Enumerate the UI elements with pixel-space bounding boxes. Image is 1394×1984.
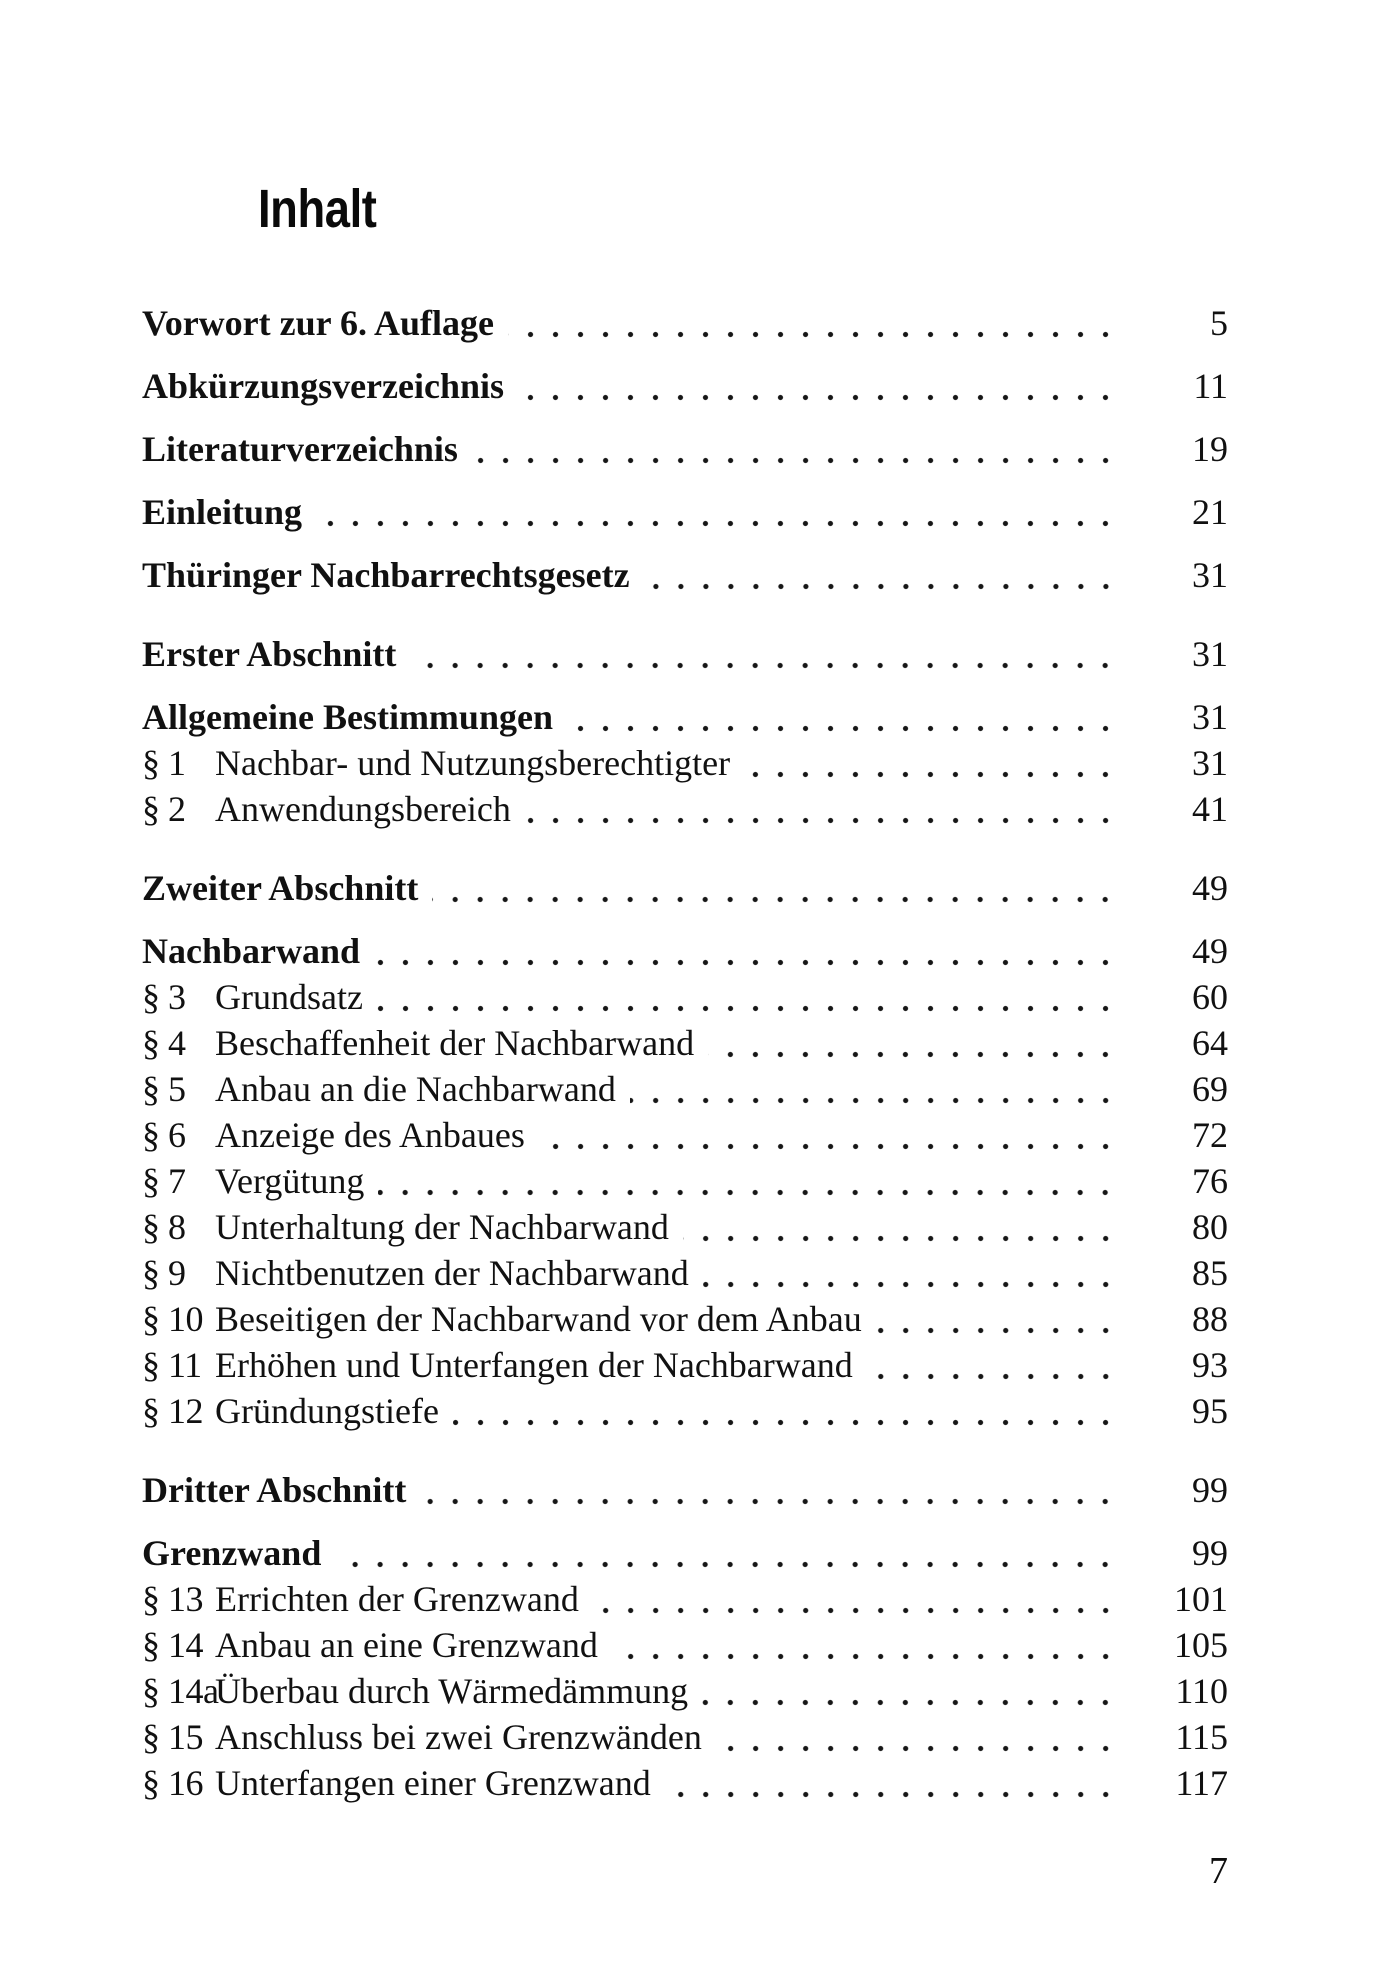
toc-entry-title: Anbau an die Nachbarwand <box>215 1069 616 1109</box>
toc-entry-page-number: 31 <box>1192 634 1228 674</box>
toc-entry <box>142 1530 1228 1576</box>
toc-entry-paragraph-number: § 4 <box>142 1023 186 1063</box>
toc-entry-paragraph-number: § 11 <box>142 1345 202 1385</box>
toc-entry-page-number: 115 <box>1175 1717 1228 1757</box>
dot-leader <box>593 1576 1120 1622</box>
toc-entry-paragraph-number: § 5 <box>142 1069 186 1109</box>
toc-entry <box>142 426 1228 472</box>
toc-entry-page-number: 11 <box>1193 366 1228 406</box>
toc-entry-page-number: 31 <box>1192 743 1228 783</box>
toc-entry-paragraph-number: § 14a <box>142 1671 219 1711</box>
toc-entry-page-number: 31 <box>1192 697 1228 737</box>
dot-leader <box>744 740 1120 786</box>
dot-leader <box>420 1467 1120 1513</box>
toc-entry-page-number: 19 <box>1192 429 1228 469</box>
toc-entry-page-number: 64 <box>1192 1023 1228 1063</box>
toc-entry <box>142 1668 1228 1714</box>
toc-entry-page-number: 76 <box>1192 1161 1228 1201</box>
dot-leader <box>703 1250 1120 1296</box>
dot-leader <box>876 1296 1120 1342</box>
toc-entry <box>142 1158 1228 1204</box>
toc-entry-page-number: 41 <box>1192 789 1228 829</box>
toc-entry <box>142 489 1228 535</box>
toc-entry <box>142 552 1228 598</box>
toc-entry-paragraph-number: § 8 <box>142 1207 186 1247</box>
toc-entry-paragraph-number: § 2 <box>142 789 186 829</box>
toc-entry-paragraph-number: § 10 <box>142 1299 203 1339</box>
toc-entry <box>142 1467 1228 1513</box>
toc-entry-title: Erster Abschnitt <box>142 634 397 674</box>
dot-leader <box>716 1714 1120 1760</box>
dot-leader <box>567 694 1120 740</box>
toc-entry-title: Nachbar- und Nutzungsberechtigter <box>215 743 731 783</box>
dot-leader <box>630 1066 1120 1112</box>
dot-leader <box>708 1020 1120 1066</box>
toc-entry-paragraph-number: § 14 <box>142 1625 203 1665</box>
toc-entry-title: Grundsatz <box>215 977 363 1017</box>
toc-entry-page-number: 85 <box>1192 1253 1228 1293</box>
toc-list <box>142 300 1228 1806</box>
toc-entry-title: Anwendungsbereich <box>215 789 511 829</box>
dot-leader <box>377 974 1120 1020</box>
toc-entry-title: Gründungstiefe <box>215 1391 439 1431</box>
toc-entry <box>142 865 1228 911</box>
toc-entry <box>142 1020 1228 1066</box>
toc-entry-page-number: 69 <box>1192 1069 1228 1109</box>
toc-entry <box>142 1388 1228 1434</box>
toc-entry-title: Zweiter Abschnitt <box>142 868 419 908</box>
toc-entry <box>142 363 1228 409</box>
toc-entry-page-number: 5 <box>1210 303 1228 343</box>
toc-entry-title: Anzeige des Anbaues <box>215 1115 525 1155</box>
toc-entry-title: Vorwort zur 6. Auflage <box>142 303 494 343</box>
toc-entry <box>142 1622 1228 1668</box>
toc-entry-page-number: 99 <box>1192 1533 1228 1573</box>
dot-leader <box>612 1622 1120 1668</box>
toc-entry <box>142 1250 1228 1296</box>
toc-entry-title: Überbau durch Wärmedämmung <box>215 1671 689 1711</box>
toc-entry <box>142 694 1228 740</box>
toc-entry-paragraph-number: § 16 <box>142 1763 203 1803</box>
toc-entry-title: Erhöhen und Unterfangen der Nachbarwand <box>215 1345 853 1385</box>
dot-leader <box>525 786 1120 832</box>
toc-entry-page-number: 49 <box>1192 868 1228 908</box>
toc-entry <box>142 1112 1228 1158</box>
dot-leader <box>702 1668 1120 1714</box>
dot-leader <box>410 631 1120 677</box>
dot-leader <box>378 1158 1120 1204</box>
toc-entry-title: Beseitigen der Nachbarwand vor dem Anbau <box>215 1299 862 1339</box>
toc-entry-title: Errichten der Grenzwand <box>215 1579 579 1619</box>
toc-entry <box>142 1576 1228 1622</box>
page-title: Inhalt <box>258 179 377 240</box>
toc-entry-paragraph-number: § 1 <box>142 743 186 783</box>
dot-leader <box>683 1204 1120 1250</box>
toc-entry-title: Grenzwand <box>142 1533 322 1573</box>
toc-entry <box>142 740 1228 786</box>
toc-entry-paragraph-number: § 6 <box>142 1115 186 1155</box>
toc-entry-page-number: 80 <box>1192 1207 1228 1247</box>
toc-entry-paragraph-number: § 12 <box>142 1391 203 1431</box>
toc-entry-page-number: 101 <box>1174 1579 1228 1619</box>
toc-entry <box>142 1760 1228 1806</box>
toc-entry-title: Nichtbenutzen der Nachbarwand <box>215 1253 689 1293</box>
toc-entry <box>142 1296 1228 1342</box>
dot-leader <box>644 552 1120 598</box>
toc-entry-title: Literaturverzeichnis <box>142 429 458 469</box>
toc-entry <box>142 786 1228 832</box>
toc-entry <box>142 1066 1228 1112</box>
toc-entry-paragraph-number: § 3 <box>142 977 186 1017</box>
toc-entry <box>142 974 1228 1020</box>
toc-entry-title: Abkürzungsverzeichnis <box>142 366 505 406</box>
toc-entry <box>142 1204 1228 1250</box>
toc-entry-page-number: 31 <box>1192 555 1228 595</box>
dot-leader <box>867 1342 1120 1388</box>
toc-entry-title: Dritter Abschnitt <box>142 1470 407 1510</box>
toc-entry-page-number: 72 <box>1192 1115 1228 1155</box>
toc-entry-page-number: 117 <box>1175 1763 1228 1803</box>
dot-leader <box>432 865 1120 911</box>
toc-entry-title: Allgemeine Bestimmungen <box>142 697 553 737</box>
dot-leader <box>508 300 1120 346</box>
toc-entry-paragraph-number: § 13 <box>142 1579 203 1619</box>
toc-entry-page-number: 49 <box>1192 931 1228 971</box>
toc-entry-page-number: 99 <box>1192 1470 1228 1510</box>
dot-leader <box>374 928 1120 974</box>
toc-entry-title: Nachbarwand <box>142 931 361 971</box>
toc-entry-title: Anbau an eine Grenzwand <box>215 1625 598 1665</box>
toc-entry-paragraph-number: § 15 <box>142 1717 203 1757</box>
toc-entry <box>142 1714 1228 1760</box>
dot-leader <box>316 489 1120 535</box>
dot-leader <box>539 1112 1120 1158</box>
toc-entry-title: Unterhaltung der Nachbarwand <box>215 1207 669 1247</box>
dot-leader <box>665 1760 1120 1806</box>
toc-entry-title: Vergütung <box>215 1161 365 1201</box>
dot-leader <box>472 426 1120 472</box>
dot-leader <box>453 1388 1120 1434</box>
toc-entry-paragraph-number: § 9 <box>142 1253 186 1293</box>
toc-entry-title: Beschaffenheit der Nachbarwand <box>215 1023 695 1063</box>
toc-entry-page-number: 93 <box>1192 1345 1228 1385</box>
toc-entry-title: Thüringer Nachbarrechtsgesetz <box>142 555 630 595</box>
toc-entry-page-number: 95 <box>1192 1391 1228 1431</box>
toc-entry-page-number: 21 <box>1192 492 1228 532</box>
dot-leader <box>518 363 1120 409</box>
toc-entry-page-number: 88 <box>1192 1299 1228 1339</box>
page-folio-number: 7 <box>1209 1850 1228 1892</box>
toc-entry-paragraph-number: § 7 <box>142 1161 186 1201</box>
toc-entry-title: Einleitung <box>142 492 303 532</box>
toc-entry-page-number: 105 <box>1174 1625 1228 1665</box>
toc-entry-title: Unterfangen einer Grenzwand <box>215 1763 651 1803</box>
dot-leader <box>335 1530 1120 1576</box>
toc-entry <box>142 300 1228 346</box>
toc-entry-page-number: 110 <box>1175 1671 1228 1711</box>
toc-entry <box>142 928 1228 974</box>
toc-entry <box>142 631 1228 677</box>
toc-entry-page-number: 60 <box>1192 977 1228 1017</box>
toc-entry <box>142 1342 1228 1388</box>
toc-entry-title: Anschluss bei zwei Grenzwänden <box>215 1717 702 1757</box>
